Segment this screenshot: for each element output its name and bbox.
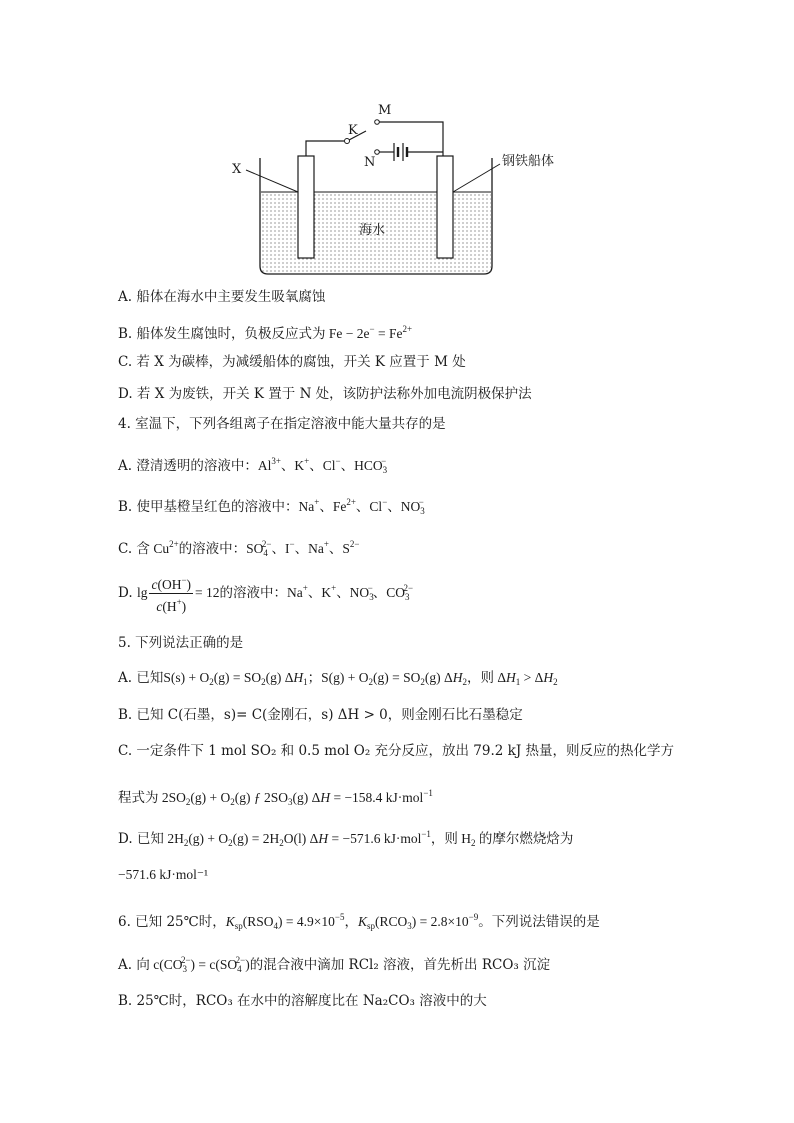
q3-option-b: B. 船体发生腐蚀时，负极反应式为 $Fe - 2e^- = Fe^{2+}$ (118, 324, 413, 342)
label-m: M (378, 103, 392, 118)
q4-option-d: D. lg $\frac{c(OH^-)}{c(H^+)}$ = 12的溶液中：Na+、K+、$NO_3^-$、$CO_3^{2-}$ (118, 570, 413, 615)
electrode-x (298, 156, 314, 258)
q5-option-a: A. 已知$S(s) + O_2(g) = SO_2(g)$ $\Delta H_1$；$S(g) + O_2(g) = SO_2(g)$ $\Delta H_2$，则 $\Delta H_1 > \Delta H_2$ (118, 670, 558, 687)
q5-option-c-line2: 程式为 $2SO_2(g) + O_2(g)$ ƒ $2SO_3(g) \Delta H = -158.4$ kJ·mol$^{-1}$ (118, 788, 433, 807)
q5-option-c-line1: C. 一定条件下 1 mol SO₂ 和 0.5 mol O₂ 充分反应，放出 79.2 kJ 热量，则反应的热化学方 (118, 743, 675, 759)
q5-stem: 5. 下列说法正确的是 (118, 635, 244, 651)
electrochemistry-diagram (222, 98, 582, 278)
electrode-hull (437, 156, 453, 258)
label-n: N (364, 155, 376, 170)
q4-option-a: A. 澄清透明的溶液中：$Al^{3+}$、K+、Cl−、$HCO_3^-$ (118, 456, 388, 475)
terminal-n (375, 150, 380, 155)
q4-option-c: C. 含 $Cu^{2+}$的溶液中：$SO_4^{2-}$、I−、Na+、$S^{2-}$ (118, 539, 360, 558)
label-x: X (232, 162, 242, 177)
label-seawater: 海水 (359, 223, 386, 238)
q3-option-a: A. 船体在海水中主要发生吸氧腐蚀 (118, 289, 326, 305)
q5-option-b: B. 已知 C(石墨，s)= C(金刚石，s) ΔH > 0，则金刚石比石墨稳定 (118, 707, 523, 723)
q4-option-b: B. 使甲基橙呈红色的溶液中：Na+、$Fe^{2+}$、Cl−、$NO_3^-$ (118, 497, 425, 516)
q6-option-b: B. 25℃时，RCO₃ 在水中的溶解度比在 Na₂CO₃ 溶液中的大 (118, 993, 487, 1009)
q4-stem: 4. 室温下，下列各组离子在指定溶液中能大量共存的是 (118, 416, 446, 432)
switch-pivot (345, 139, 350, 144)
q6-stem: 6. 已知 25℃时，$K_{sp}(RSO_4) = 4.9\times 10^{-5}$，$K_{sp}(RCO_3) = 2.8\times 10^{-9}$。下列说法错误的是 (118, 912, 600, 931)
label-hull: 钢铁船体 (502, 154, 555, 169)
q3-option-d: D. 若 X 为废铁，开关 K 置于 N 处，该防护法称外加电流阴极保护法 (118, 386, 532, 402)
q5-option-d-line1: D. 已知 $2H_2(g) + O_2(g) = 2H_2O(l) \Delta H = -571.6$ kJ·mol$^{-1}$，则 $H_2$ 的摩尔燃烧焓为 (118, 829, 574, 848)
label-k: K (348, 123, 358, 138)
q6-option-a: A. 向 $c(CO_3^{2-}) = c(SO_4^{2-})$的混合液中滴加 RCl₂ 溶液，首先析出 RCO₃ 沉淀 (118, 955, 551, 974)
q5-option-d-line2: −571.6 kJ·mol⁻¹ (118, 867, 209, 882)
terminal-m (375, 120, 380, 125)
q3-option-c: C. 若 X 为碳棒，为减缓船体的腐蚀，开关 K 应置于 M 处 (118, 354, 466, 370)
